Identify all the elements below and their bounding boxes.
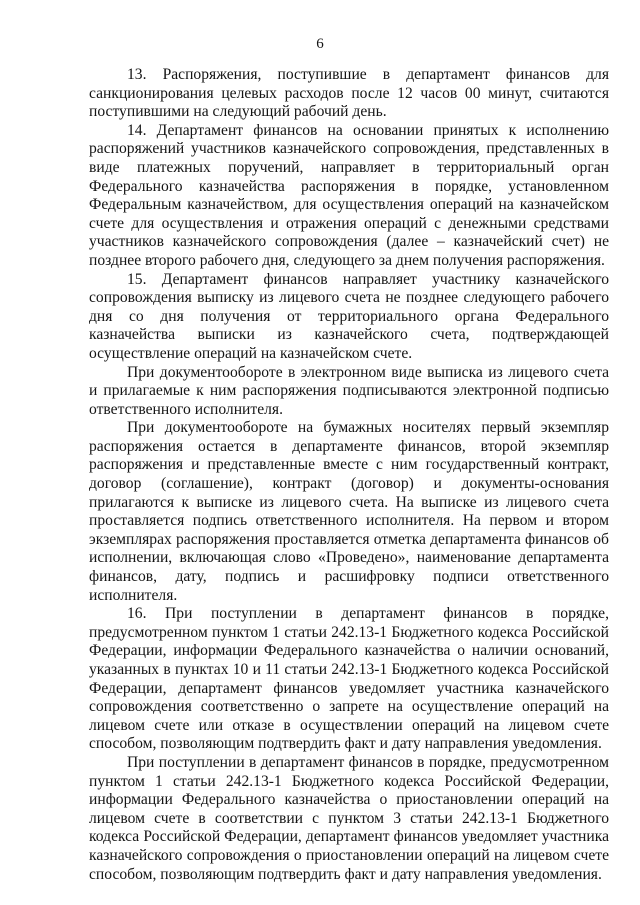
- page-number: 6: [316, 36, 324, 52]
- paragraph-15: 15. Департамент финансов направляет участнику казначейского сопровождения выписку из лицевого счета не позднее следующего рабочего дня со дня получения от территориального органа Федерального казначейства выписки из казначейского счета, подтверждающей осуществление операций на казначейском счете.: [89, 270, 609, 362]
- paragraph-15-paper: При документообороте на бумажных носителях первый экземпляр распоряжения остается в департаменте финансов, второй экземпляр распоряжения и представленные вместе с ним государственный контракт, договор (соглашение), контракт (договор) и документы-основания прилагаются к выписке из лицевого счета. На выписке из лицевого счета проставляется подпись ответственного исполнителя. На первом и втором экземплярах распоряжения проставляется отметка департамента финансов об исполнении, включающая слово «Проведено», наименование департамента финансов, дату, подпись и расшифровку подписи ответственного исполнителя.: [89, 419, 609, 604]
- document-body: [89, 66, 609, 884]
- paragraph-16: 16. При поступлении в департамент финансов в порядке, предусмотренном пунктом 1 статьи 242.13-1 Бюджетного кодекса Российской Федерации, информации Федерального казначейства о наличии оснований, указанных в пунктах 10 и 11 статьи 242.13-1 Бюджетного кодекса Российской Федерации, департамент финансов уведомляет участника казначейского сопровождения соответственно о запрете на осуществление операций на лицевом счете или отказе в осуществлении операций на лицевом счете способом, позволяющим подтвердить факт и дату направления уведомления.: [89, 605, 609, 753]
- paragraph-13: 13. Распоряжения, поступившие в департамент финансов для санкционирования целевых расходов после 12 часов 00 минут, считаются поступившими на следующий рабочий день.: [89, 66, 609, 121]
- paragraph-16-suspension: При поступлении в департамент финансов в порядке, предусмотренном пунктом 1 статьи 242.13-1 Бюджетного кодекса Российской Федерации, информации Федерального казначейства о приостановлении операций на лицевом счете в соответствии с пунктом 3 статьи 242.13-1 Бюджетного кодекса Российской Федерации, департамент финансов уведомляет участника казначейского сопровождения о приостановлении операций на лицевом счете способом, позволяющим подтвердить факт и дату направления уведомления.: [89, 753, 609, 883]
- paragraph-14: 14. Департамент финансов на основании принятых к исполнению распоряжений участников казначейского сопровождения, представленных в виде платежных поручений, направляет в территориальный орган Федерального казначейства распоряжения в порядке, установленном Федеральным казначейством, для осуществления операций на казначейском счете для осуществления и отражения операций с денежными средствами участников казначейского сопровождения (далее – казначейский счет) не позднее второго рабочего дня, следующего за днем получения распоряжения.: [89, 121, 609, 269]
- paragraph-15-electronic: При документообороте в электронном виде выписка из лицевого счета и прилагаемые к ним распоряжения подписываются электронной подписью ответственного исполнителя.: [89, 363, 609, 418]
